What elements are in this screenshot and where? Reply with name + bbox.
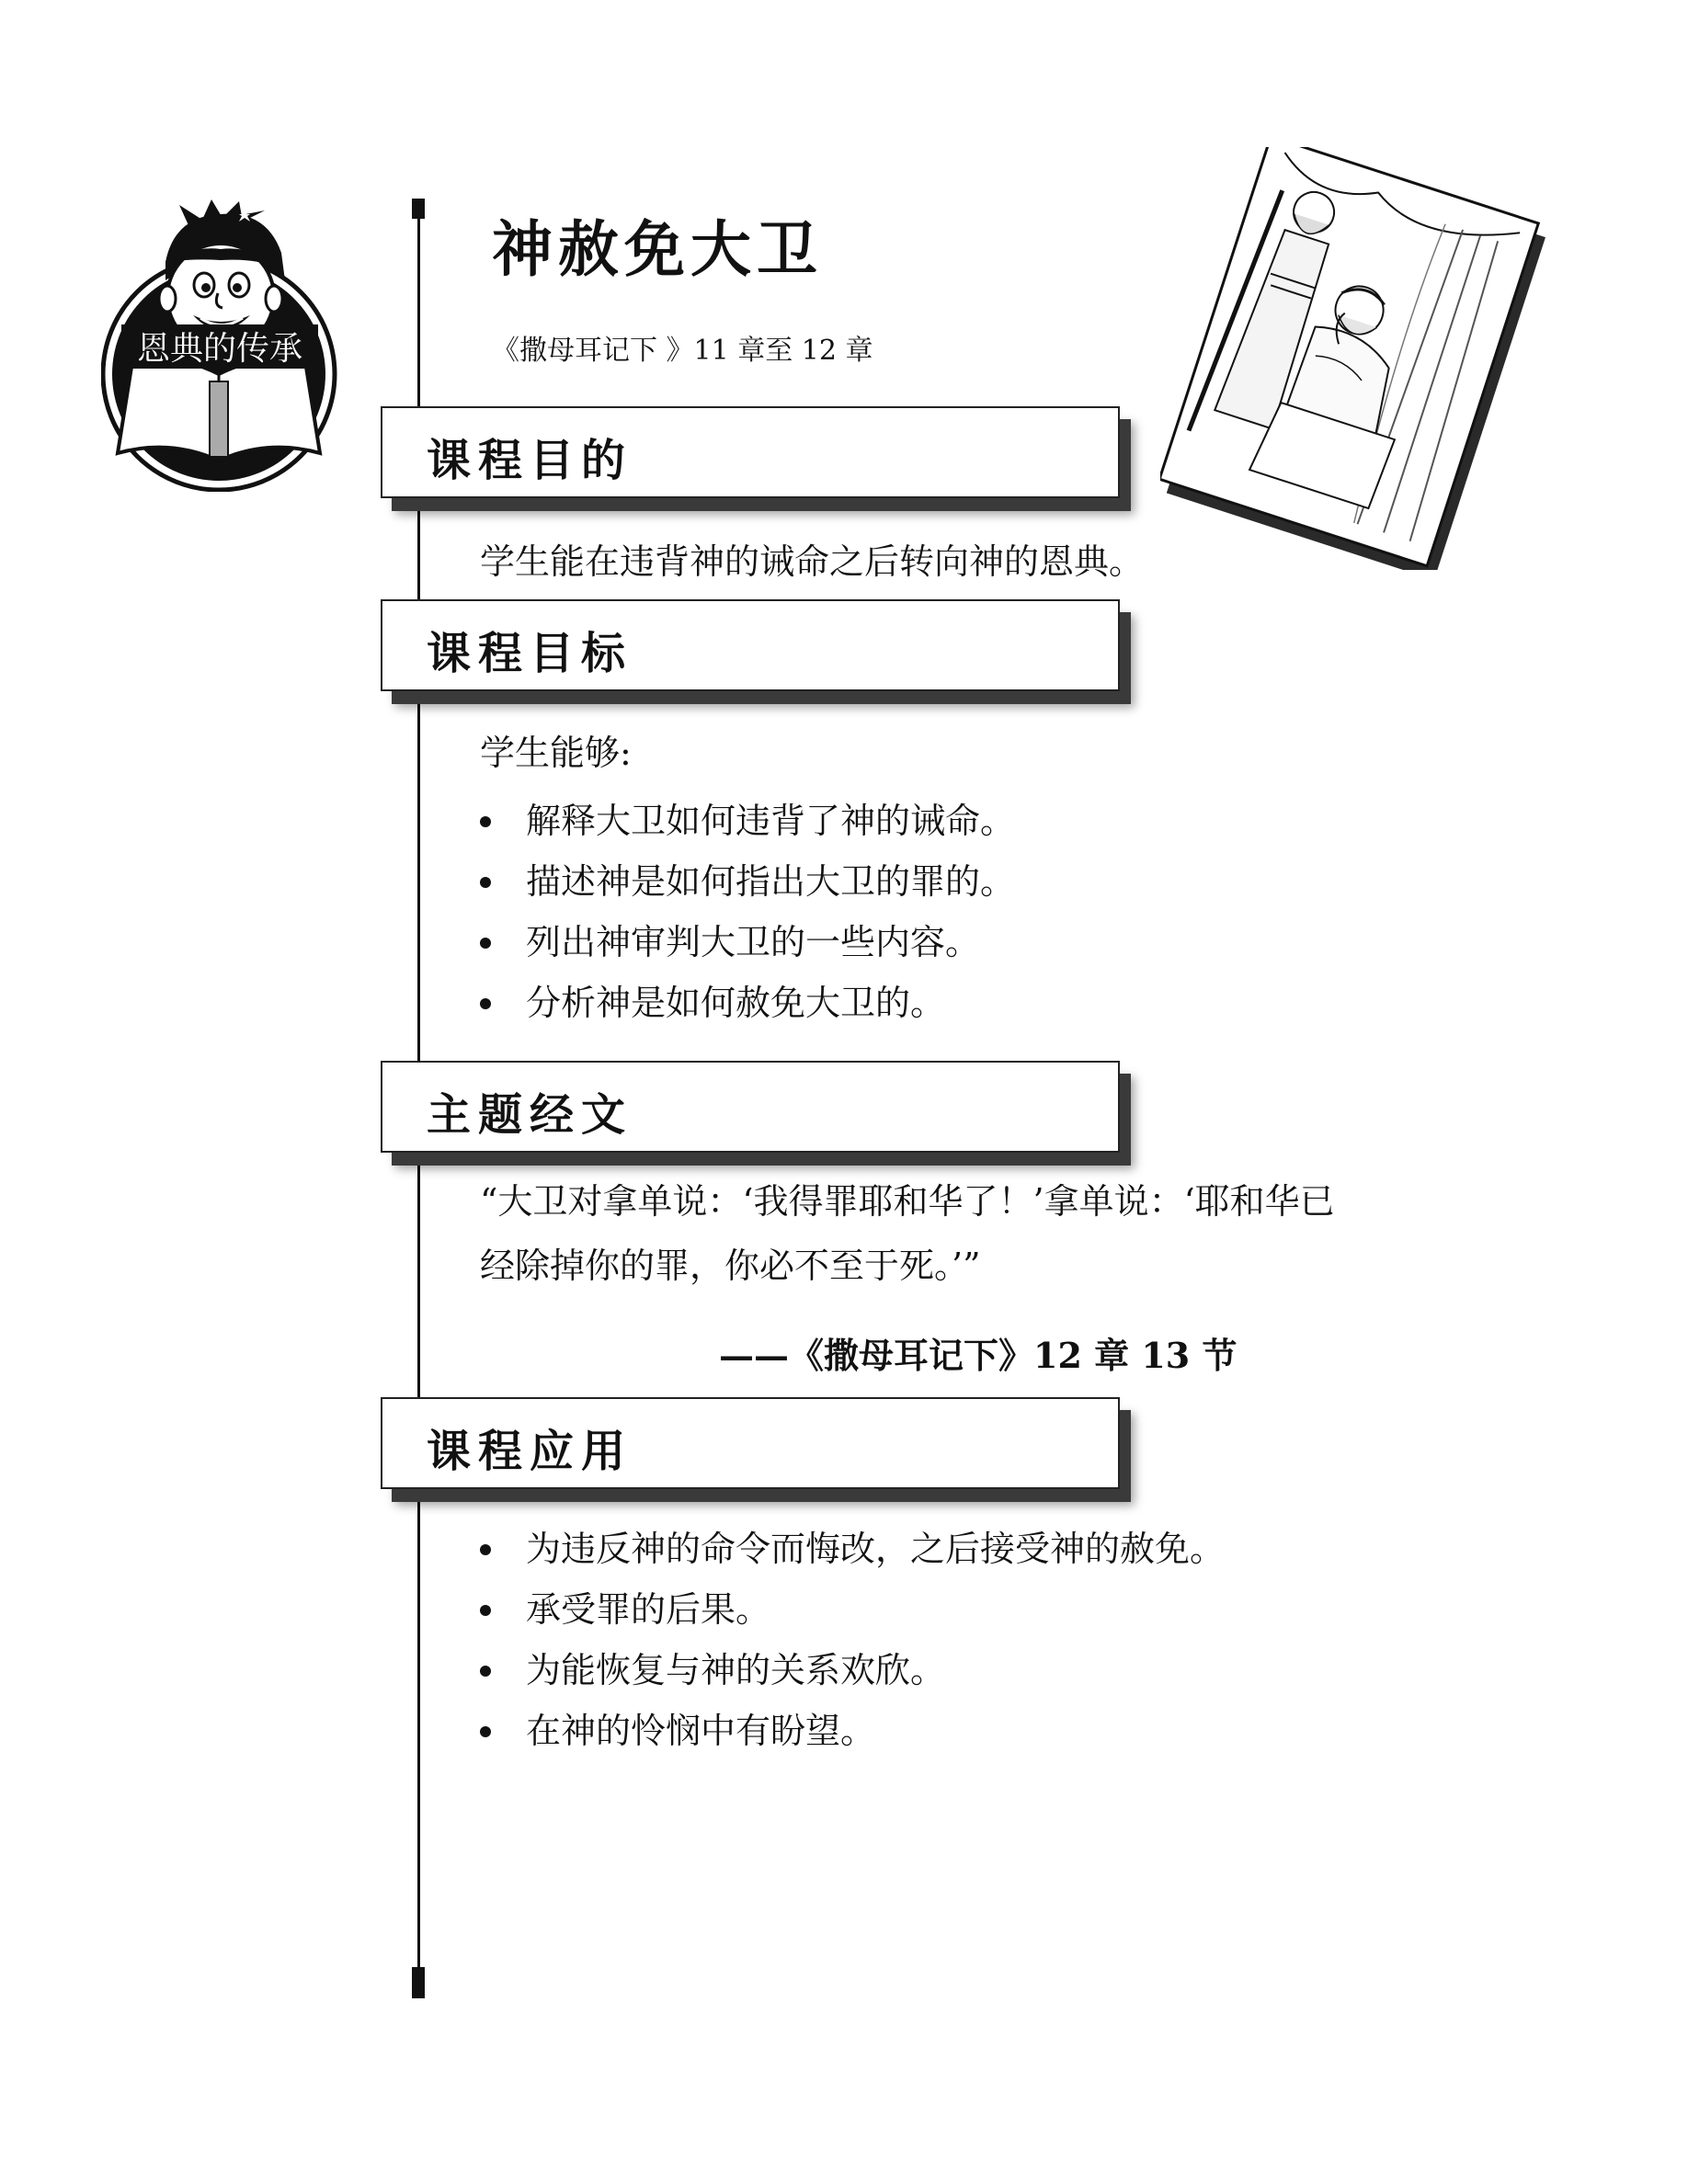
list-item: 为违反神的命令而悔改，之后接受神的赦免。 [480, 1519, 1225, 1579]
purpose-text: 学生能在违背神的诫命之后转向神的恩典。 [480, 541, 1145, 582]
list-item: 分析神是如何赦免大卫的。 [480, 973, 1015, 1033]
section-title: 主题经文 [427, 1089, 633, 1141]
list-item: 在神的怜悯中有盼望。 [480, 1701, 1225, 1761]
key-verse-line-1: “大卫对拿单说：‘我得罪耶和华了！’拿单说：‘耶和华已 [480, 1181, 1335, 1222]
key-verse-line-2: 经除掉你的罪，你必不至于死。’” [480, 1246, 981, 1286]
key-verse [480, 1169, 1537, 1298]
list-item: 列出神审判大卫的一些内容。 [480, 912, 1015, 973]
objectives-list [480, 791, 1015, 1033]
section-header-key-verse [381, 1061, 1120, 1153]
list-item: 描述神是如何指出大卫的罪的。 [480, 851, 1015, 912]
section-title: 课程目的 [427, 435, 633, 486]
logo-text: 恩典的传承 [136, 330, 303, 368]
section-header-objectives [381, 599, 1120, 691]
list-item: 解释大卫如何违背了神的诫命。 [480, 791, 1015, 851]
grace-heritage-logo [101, 198, 340, 492]
section-title: 课程目标 [427, 628, 633, 679]
key-verse-reference: ——《撒母耳记下》12 章 13 节 [719, 1335, 1237, 1376]
timeline-top-cap [412, 199, 425, 219]
objectives-intro: 学生能够: [480, 733, 632, 773]
page-title: 神赦免大卫 [492, 213, 823, 285]
timeline-bottom-cap [412, 1967, 425, 1998]
list-item: 承受罪的后果。 [480, 1579, 1225, 1640]
scripture-reference: 《撒母耳记下 》11 章至 12 章 [492, 335, 873, 367]
section-header-application [381, 1397, 1120, 1489]
application-list [480, 1519, 1225, 1761]
david-nathan-illustration [1160, 147, 1546, 570]
section-header-purpose [381, 406, 1120, 498]
list-item: 为能恢复与神的关系欢欣。 [480, 1640, 1225, 1701]
section-title: 课程应用 [427, 1426, 633, 1477]
